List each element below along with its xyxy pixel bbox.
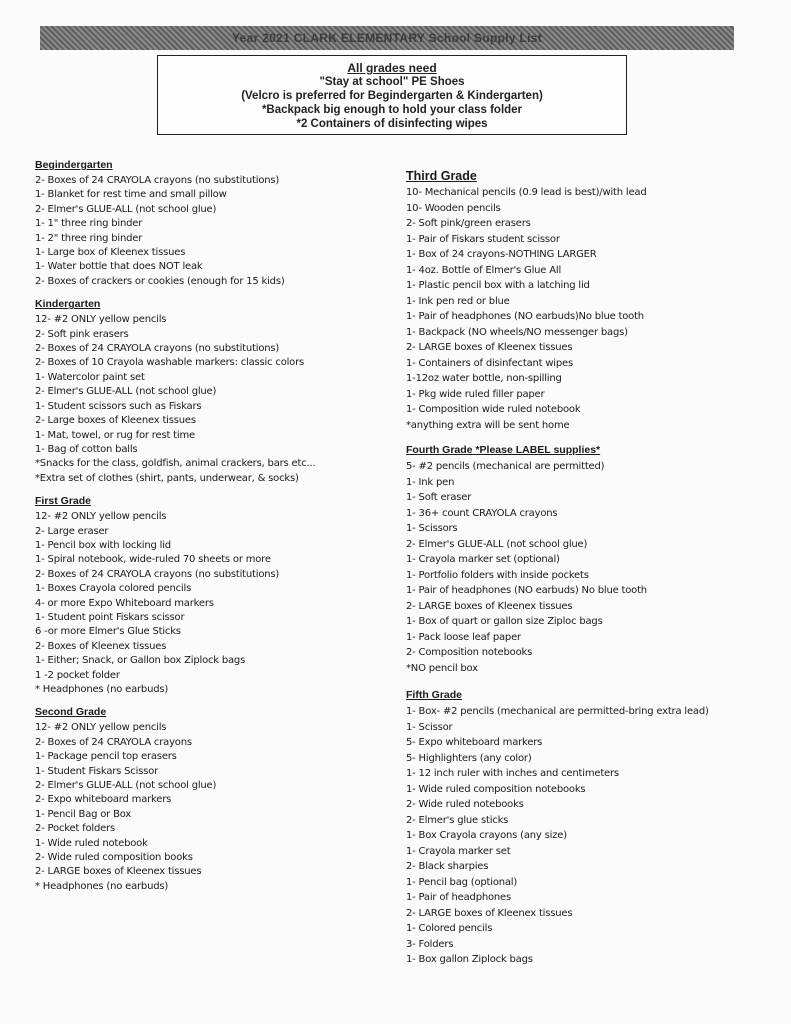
list-item: 2- Expo whiteboard markers (35, 794, 172, 806)
section-kindergarten (35, 297, 385, 486)
list-item: 12- #2 ONLY yellow pencils (35, 511, 167, 523)
item-list (35, 721, 385, 894)
list-item: 12- #2 ONLY yellow pencils (35, 722, 167, 734)
list-item: 1- Pencil Bag or Box (35, 808, 132, 820)
list-item: 1- Pair of headphones (406, 892, 512, 903)
list-item: 2- Elmer's GLUE-ALL (not school glue) (406, 538, 588, 550)
item-list (35, 313, 385, 486)
list-item: 2- Large boxes of Kleenex tissues (35, 415, 196, 427)
list-item: 1- Student point Fiskars scissor (35, 611, 185, 623)
list-item: 2- LARGE boxes of Kleenex tissues (406, 600, 573, 612)
list-item: 1- Crayola marker set (optional) (406, 554, 560, 565)
list-item: 2- Elmer's GLUE-ALL (not school glue) (35, 780, 217, 792)
header-banner (40, 26, 734, 50)
list-item: *anything extra will be sent home (406, 419, 570, 431)
list-item: 1- Pair of headphones (NO earbuds)No blue tooth (406, 311, 644, 322)
list-item: 1- 12 inch ruler with inches and centimeters (406, 768, 619, 779)
list-item: 2- Boxes of 24 CRAYOLA crayons (no substitutions) (35, 175, 280, 186)
list-item: 1- Crayola marker set (406, 845, 511, 857)
section-title: Third Grade (406, 169, 477, 183)
section-title: Begindergarten (35, 159, 113, 171)
list-item: 2- Soft pink/green erasers (406, 218, 531, 229)
list-item: 1- 2" three ring binder (35, 232, 143, 244)
list-item: 1- Colored pencils (406, 923, 493, 934)
list-item: 1- Wide ruled notebook (35, 837, 148, 849)
list-item: 5- #2 pencils (mechanical are permitted) (406, 461, 605, 472)
list-item: * Headphones (no earbuds) (35, 880, 169, 892)
item-list (406, 185, 766, 433)
list-item: 1- Soft eraser (406, 492, 472, 503)
section-second-grade (35, 705, 385, 894)
list-item: 2- Wide ruled notebooks (406, 799, 524, 810)
list-item: 6 -or more Elmer's Glue Sticks (35, 626, 181, 638)
list-item: 2- Boxes of Kleenex tissues (35, 640, 167, 652)
list-item: 1- Package pencil top erasers (35, 751, 177, 763)
list-item: 2- Boxes of crackers or cookies (enough for 15 kids) (35, 275, 285, 287)
all-grades-line: *2 Containers of disinfecting wipes (296, 118, 488, 130)
list-item: 1- Boxes Crayola colored pencils (35, 583, 192, 595)
list-item: 2- Pocket folders (35, 823, 115, 835)
section-title-row (406, 443, 766, 458)
item-list (35, 510, 385, 697)
list-item: 1- Box Crayola crayons (any size) (406, 830, 567, 841)
all-grades-heading: All grades need (347, 61, 437, 75)
list-item: 2- LARGE boxes of Kleenex tissues (406, 907, 573, 919)
list-item: 1- Pkg wide ruled filler paper (406, 388, 545, 400)
list-item: 2- Soft pink erasers (35, 328, 129, 340)
list-item: 1- Pair of headphones (NO earbuds) No blue tooth (406, 585, 647, 596)
right-column (406, 168, 766, 975)
banner-title: Year 2021 CLARK ELEMENTARY School Supply List (231, 31, 542, 45)
list-item: 1- Student scissors such as Fiskars (35, 400, 202, 412)
list-item: 1- Mat, towel, or rug for rest time (35, 429, 195, 441)
list-item: 1- 4oz. Bottle of Elmer's Glue All (406, 264, 562, 276)
list-item: 1 -2 pocket folder (35, 669, 120, 681)
section-fifth-grade (406, 688, 766, 968)
section-first-grade (35, 494, 385, 697)
list-item: 2- Composition notebooks (406, 647, 533, 658)
list-item: *NO pencil box (406, 662, 478, 674)
section-third-grade (406, 168, 766, 433)
list-item: 2- Black sharpies (406, 861, 489, 872)
list-item: 1- Portfolio folders with inside pockets (406, 569, 589, 581)
list-item: 1- Box of 24 crayons-NOTHING LARGER (406, 249, 597, 260)
list-item: 1- Blanket for rest time and small pillow (35, 189, 227, 201)
list-item: 1- Pencil bag (optional) (406, 876, 518, 888)
list-item: * Headphones (no earbuds) (35, 684, 169, 695)
list-item: 1- Ink pen red or blue (406, 295, 510, 307)
item-list (406, 459, 766, 676)
all-grades-line: "Stay at school" PE Shoes (319, 76, 465, 88)
list-item: 1- 36+ count CRAYOLA crayons (406, 507, 558, 519)
list-item: 2- Large eraser (35, 525, 109, 537)
item-list (406, 704, 766, 968)
list-item: 4- or more Expo Whiteboard markers (35, 597, 214, 609)
list-item: 1- Ink pen (406, 476, 455, 488)
list-item: 1- 1" three ring binder (35, 218, 143, 230)
list-item: 1- Pair of Fiskars student scissor (406, 233, 560, 245)
list-item: 1- Box gallon Ziplock bags (406, 954, 533, 965)
list-item: 2- Boxes of 24 CRAYOLA crayons (35, 736, 192, 748)
list-item: 5- Highlighters (any color) (406, 752, 532, 764)
list-item: 1- Student Fiskars Scissor (35, 765, 159, 777)
left-column (35, 158, 385, 902)
item-list (35, 174, 385, 289)
all-grades-line: (Velcro is preferred for Begindergarten & Kindergarten) (241, 90, 543, 102)
list-item: 1- Water bottle that does NOT leak (35, 261, 203, 273)
list-item: 1- Scissors (406, 523, 458, 534)
list-item: 2- LARGE boxes of Kleenex tissues (406, 342, 573, 353)
list-item: 2- LARGE boxes of Kleenex tissues (35, 866, 202, 878)
list-item: 2- Boxes of 10 Crayola washable markers: classic colors (35, 357, 305, 369)
list-item: 1- Watercolor paint set (35, 371, 145, 383)
section-title: Kindergarten (35, 298, 101, 311)
list-item: 12- #2 ONLY yellow pencils (35, 314, 167, 326)
list-item: 1- Either; Snack, or Gallon box Ziplock bags (35, 655, 246, 667)
list-item: 1- Pencil box with locking lid (35, 539, 171, 551)
list-item: 2- Elmer's GLUE-ALL (not school glue) (35, 203, 217, 215)
section-begindergarten (35, 158, 385, 289)
list-item: *Snacks for the class, goldfish, animal crackers, bars etc... (35, 458, 316, 470)
label-note: *Please LABEL supplies* (472, 444, 601, 456)
list-item: 1- Large box of Kleenex tissues (35, 247, 186, 259)
list-item: 1-12oz water bottle, non-spilling (406, 373, 562, 384)
list-item: 1- Spiral notebook, wide-ruled 70 sheets or more (35, 554, 271, 566)
section-title: Fourth Grade (406, 444, 473, 456)
list-item: 10- Wooden pencils (406, 202, 501, 214)
all-grades-box (157, 55, 627, 135)
list-item: 2- Boxes of 24 CRAYOLA crayons (no substitutions) (35, 343, 280, 355)
list-item: 1- Box of quart or gallon size Ziploc bags (406, 616, 603, 627)
list-item: 1- Bag of cotton balls (35, 443, 138, 455)
list-item: 1- Composition wide ruled notebook (406, 404, 581, 415)
list-item: 2- Elmer's glue sticks (406, 814, 509, 826)
list-item: 1- Backpack (NO wheels/NO messenger bags) (406, 326, 628, 338)
list-item: 1- Pack loose leaf paper (406, 631, 521, 643)
section-fourth-grade (406, 443, 766, 676)
list-item: 2- Wide ruled composition books (35, 852, 193, 864)
list-item: 5- Expo whiteboard markers (406, 737, 543, 748)
list-item: 10- Mechanical pencils (0.9 lead is best)/with lead (406, 187, 647, 198)
list-item: *Extra set of clothes (shirt, pants, underwear, & socks) (35, 472, 299, 484)
list-item: 1- Box- #2 pencils (mechanical are permitted-bring extra lead) (406, 706, 709, 717)
list-item: 1- Plastic pencil box with a latching lid (406, 280, 590, 291)
list-item: 2- Elmer's GLUE-ALL (not school glue) (35, 386, 217, 398)
list-item: 2- Boxes of 24 CRAYOLA crayons (no substitutions) (35, 568, 280, 580)
section-title: First Grade (35, 495, 92, 508)
list-item: 3- Folders (406, 938, 454, 950)
list-item: 1- Containers of disinfectant wipes (406, 357, 573, 369)
all-grades-line: *Backpack big enough to hold your class folder (261, 104, 523, 116)
section-title: Second Grade (35, 706, 107, 719)
list-item: 1- Scissor (406, 721, 453, 733)
list-item: 1- Wide ruled composition notebooks (406, 783, 586, 795)
section-title: Fifth Grade (406, 689, 463, 701)
